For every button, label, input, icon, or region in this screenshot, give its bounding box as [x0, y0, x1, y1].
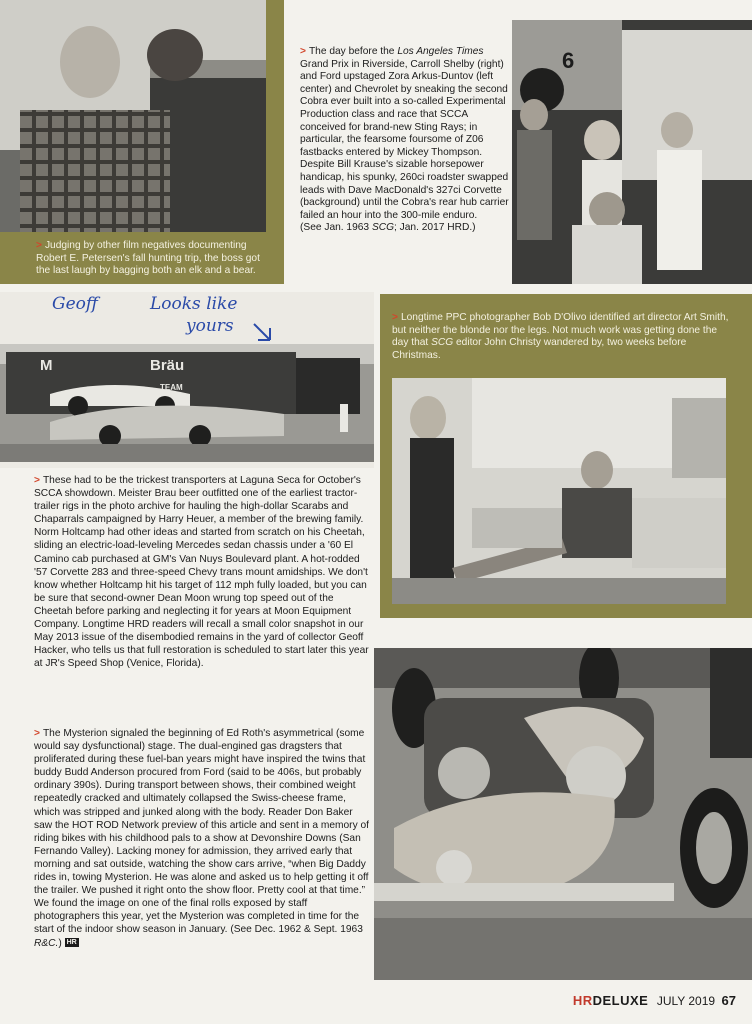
handwritten-note-looks-like: Looks like — [150, 294, 238, 314]
footer-page-number: 67 — [721, 993, 736, 1008]
truck-sign-team: TEAM — [160, 383, 183, 392]
handwritten-note-yours: yours — [186, 316, 234, 336]
hunting-photo — [0, 0, 266, 232]
mysterion-chassis-photo-art — [374, 648, 752, 980]
truck-sign-right: Bräu — [150, 357, 185, 374]
mysterion-paragraph: > The Mysterion signaled the beginning of Ed Roth's asymmetrical (some would say dysfunctional) stage. The dual-engined gas dragsters that proliferated during these fuel-ban years might have inspired the twins that buddy Budd Anderson procured from Ford (said to be 406s, but probably ordinary 390s). During transport between shows, their combined weight repeatedly cracked and ultimately collapsed the Swiss-cheese frame, which was stripped and junked along with the body. Reader Don Baker saw the HOT ROD Network preview of this article and sent in a memory of riding bikes with his childhood pals to a show at Devonshire Downs (San Fernando Valley). Lacking money for admission, they arrived early that morning and sat outside, watching the show cars arrive, “when Big Daddy rides in, towing Mysterion. He was alone and asked us to help getting it off the trailer. We pushed it right onto the show floor. Pretty cool at that time.” We found the image on one of the final rolls exposed by staff photographers this year, yet the Mysterion was completed in time for the start of the indoor show season in January. (See Dec. 1962 & Sept. 1963 R&C.) HR — [34, 728, 369, 949]
footer-brand: HRDELUXE — [572, 993, 649, 1008]
page-footer — [536, 992, 736, 1010]
cobra-race-photo-art — [512, 20, 752, 284]
caption-arrow-icon: > — [392, 312, 398, 323]
hunting-photo-art — [0, 0, 266, 232]
truck-sign-left: M — [40, 357, 53, 374]
footer-date: JULY 2019 — [656, 994, 716, 1008]
handwritten-note-geoff: Geoff — [52, 294, 98, 314]
paragraph-arrow-icon: > — [34, 475, 40, 486]
caption-arrow-icon: > — [300, 46, 306, 57]
mysterion-chassis-photo — [374, 648, 752, 980]
transporter-photo-art — [0, 344, 374, 462]
car-number-label: 6 — [562, 48, 575, 73]
transporters-paragraph: > These had to be the trickest transporters at Laguna Seca for October's SCCA showdown. Meister Brau beer outfitted one of the earliest tractor-trailer rigs in the photo archive for hauling the high-dollar Scarabs and Chaparrals campaigned by Harry Heuer, a member of the brewing family. Norm Holtcamp had other ideas and started from scratch on his Cheetah, sliding an electric-load-leveling Mercedes sedan chassis under a '60 El Camino cab purchased at GM's Van Nuys Boulevard plant. A hot-rodded '57 Corvette 283 and three-speed Chevy trans mount amidships. We don't know whether Holtcamp hit his target of 112 mph fully loaded, but you can be sure that second-owner Dean Moon wrung top speed out of the Cheetah before parking and neglecting it for years at Moon Equipment Company. Longtime HRD readers will recall a small color snapshot in our May 2013 issue of the disembodied remains in the yard of collector Geoff Hacker, who tells us that full restoration is scheduled to start later this year at JR's Speed Shop (Venice, Florida). — [34, 475, 369, 670]
cobra-race-photo — [512, 20, 752, 284]
hunting-caption: > Judging by other film negatives documenting Robert E. Petersen's fall hunting trip, the boss got the last laugh by bagging both an elk and a bear. — [36, 240, 260, 277]
truck-photo-frame — [0, 292, 374, 468]
art-director-caption: > Longtime PPC photographer Bob D'Olivo identified art director Art Smith, but neither the blonde nor the legs. Not much work was getting done the day that SCG editor John Christy wandered by, two weeks before Christmas. — [392, 312, 729, 361]
end-mark-icon: HR — [66, 939, 77, 947]
paragraph-arrow-icon: > — [34, 728, 40, 739]
caption-arrow-icon: > — [36, 240, 42, 251]
transporter-photo — [0, 344, 374, 462]
art-director-photo — [392, 378, 726, 604]
cobra-caption: > The day before the Los Angeles Times Grand Prix in Riverside, Carroll Shelby (right) and Ford upstaged Zora Arkus-Duntov (left center) and Chevrolet by sneaking the second Cobra ever built into a so-called Experimental Production class and race that SCCA conceived for brand-new Sting Rays; in particular, the fearsome foursome of Z06 fastbacks entered by Mickey Thompson. Despite Bill Krause's sizable horsepower handicap, his spunky, 260ci roadster swapped leads with Dave MacDonald's 327ci Corvette (background) until the Cobra's rear hub carrier failed an hour into the 300-mile enduro. (See Jan. 1963 SCG; Jan. 2017 HRD.) — [300, 46, 509, 234]
handwritten-arrow-icon — [250, 320, 284, 346]
art-director-photo-art — [392, 378, 726, 604]
